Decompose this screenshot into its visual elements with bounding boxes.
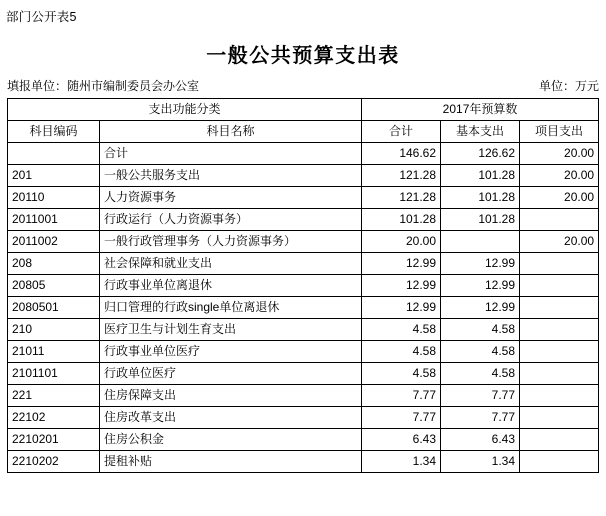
cell-code: 20110 [8,187,100,209]
table-row [8,143,599,165]
table-row [8,319,599,341]
column-header-code: 科目编码 [8,121,100,143]
cell-basic-expenditure [441,231,520,253]
cell-total: 6.43 [362,429,441,451]
table-row [8,209,599,231]
table-row [8,165,599,187]
cell-basic-expenditure: 4.58 [441,319,520,341]
cell-subject-name: 医疗卫生与计划生育支出 [100,319,362,341]
cell-total: 7.77 [362,385,441,407]
cell-basic-expenditure: 101.28 [441,209,520,231]
table-row [8,231,599,253]
cell-code: 21011 [8,341,100,363]
table-row [8,187,599,209]
cell-subject-name: 一般公共服务支出 [100,165,362,187]
table-row [8,451,599,473]
column-header-total: 合计 [362,121,441,143]
cell-code: 2101101 [8,363,100,385]
cell-total: 12.99 [362,253,441,275]
cell-project-expenditure: 20.00 [520,143,599,165]
column-header-name: 科目名称 [100,121,362,143]
column-header-project: 项目支出 [520,121,599,143]
cell-subject-name: 行政事业单位离退休 [100,275,362,297]
cell-subject-name: 人力资源事务 [100,187,362,209]
cell-total: 7.77 [362,407,441,429]
cell-subject-name: 归口管理的行政single单位离退休 [100,297,362,319]
cell-basic-expenditure: 7.77 [441,407,520,429]
cell-subject-name: 合计 [100,143,362,165]
cell-project-expenditure [520,451,599,473]
cell-subject-name: 社会保障和就业支出 [100,253,362,275]
cell-subject-name: 行政运行（人力资源事务） [100,209,362,231]
cell-project-expenditure [520,209,599,231]
cell-project-expenditure [520,319,599,341]
page-title: 一般公共预算支出表 [206,45,400,67]
cell-code: 2080501 [8,297,100,319]
cell-subject-name: 提租补贴 [100,451,362,473]
cell-basic-expenditure: 6.43 [441,429,520,451]
cell-code: 2011002 [8,231,100,253]
cell-basic-expenditure: 12.99 [441,297,520,319]
cell-subject-name: 行政事业单位医疗 [100,341,362,363]
cell-code: 210 [8,319,100,341]
table-row [8,363,599,385]
cell-total: 12.99 [362,297,441,319]
cell-total: 20.00 [362,231,441,253]
cell-project-expenditure [520,341,599,363]
cell-project-expenditure: 20.00 [520,231,599,253]
budget-table [7,98,599,473]
cell-basic-expenditure: 101.28 [441,165,520,187]
cell-project-expenditure: 20.00 [520,187,599,209]
table-row [8,297,599,319]
header-budget-year: 2017年预算数 [362,99,599,121]
cell-total: 4.58 [362,363,441,385]
document-label: 部门公开表5 [6,10,77,24]
cell-code: 20805 [8,275,100,297]
cell-code: 221 [8,385,100,407]
cell-total: 4.58 [362,341,441,363]
cell-code [8,143,100,165]
table-column-header-row [8,121,599,143]
cell-total: 146.62 [362,143,441,165]
cell-basic-expenditure: 4.58 [441,341,520,363]
cell-subject-name: 一般行政管理事务（人力资源事务） [100,231,362,253]
table-body [8,143,599,473]
cell-project-expenditure [520,407,599,429]
cell-project-expenditure [520,429,599,451]
cell-project-expenditure [520,253,599,275]
cell-project-expenditure: 20.00 [520,165,599,187]
meta-row [0,78,606,98]
table-head [8,99,599,143]
cell-project-expenditure [520,363,599,385]
cell-code: 2210201 [8,429,100,451]
cell-basic-expenditure: 4.58 [441,363,520,385]
cell-total: 4.58 [362,319,441,341]
cell-total: 12.99 [362,275,441,297]
cell-code: 2011001 [8,209,100,231]
filler-unit: 填报单位：随州市编制委员会办公室 [7,79,200,93]
table-row [8,407,599,429]
cell-basic-expenditure: 101.28 [441,187,520,209]
cell-code: 208 [8,253,100,275]
table-row [8,341,599,363]
cell-subject-name: 住房保障支出 [100,385,362,407]
cell-subject-name: 住房公积金 [100,429,362,451]
table-group-header-row [8,99,599,121]
cell-code: 201 [8,165,100,187]
cell-basic-expenditure: 12.99 [441,275,520,297]
cell-total: 101.28 [362,209,441,231]
cell-project-expenditure [520,275,599,297]
cell-code: 22102 [8,407,100,429]
table-row [8,253,599,275]
currency-unit: 单位：万元 [538,79,599,93]
cell-total: 1.34 [362,451,441,473]
cell-basic-expenditure: 126.62 [441,143,520,165]
cell-total: 121.28 [362,165,441,187]
table-row [8,385,599,407]
column-header-basic: 基本支出 [441,121,520,143]
cell-subject-name: 住房改革支出 [100,407,362,429]
cell-subject-name: 行政单位医疗 [100,363,362,385]
table-row [8,429,599,451]
cell-project-expenditure [520,385,599,407]
header-function-class: 支出功能分类 [8,99,362,121]
cell-basic-expenditure: 1.34 [441,451,520,473]
cell-total: 121.28 [362,187,441,209]
cell-code: 2210202 [8,451,100,473]
cell-project-expenditure [520,297,599,319]
cell-basic-expenditure: 12.99 [441,253,520,275]
table-row [8,275,599,297]
cell-basic-expenditure: 7.77 [441,385,520,407]
